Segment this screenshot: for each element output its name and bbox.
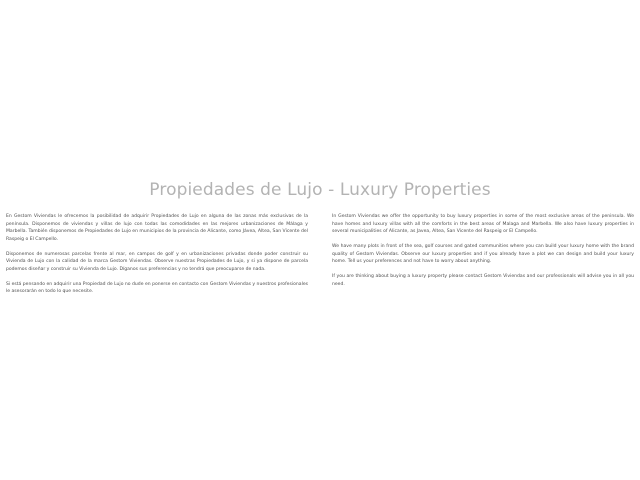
english-paragraph-2: We have many plots in front of the sea, golf courses and gated communities where you can build your luxury home with the brand quality of Gestom Viviendas. Observe our luxury properties and if you already have a plot we can design and build your luxury home. Tell us your preferences and not have to worry about anything. <box>332 244 634 265</box>
english-paragraph-3: If you are thinking about buying a luxury property please contact Gestom Viviendas and our professionals will advise you in all you need. <box>332 274 634 287</box>
spanish-paragraph-1: En Gestom Viviendas le ofrecemos la posibilidad de adquirir Propiedades de Lujo en alguna de las zonas más exclusivas de la península. Disponemos de viviendas y villas de lujo con todas las comodidades en las mejores urbanizaciones de Málaga y Marbella. También disponemos de Propiedades de Lujo en municipios de la provincia de Alicante, como Jávea, Altea, San Vicente del Raspeig o El Campello. <box>6 214 308 242</box>
spanish-paragraph-2: Disponemos de numerosas parcelas frente al mar, en campos de golf y en urbanizaciones privadas donde poder construir su Vivienda de Lujo con la calidad de la marca Gestom Viviendas. Observe nuestras Propiedades de Lujo, y si ya dispone de parcela podemos diseñar y construir su Vivienda de Lujo. Díganos sus preferencias y no tendrá que preocuparse de nada. <box>6 251 308 272</box>
spanish-paragraph-3: Si está pensando en adquirir una Propiedad de Lujo no dude en ponerse en contacto con Gestom Viviendas y nuestros profesionales le asesorarán en todo lo que necesite. <box>6 281 308 295</box>
spanish-text-column <box>6 213 308 303</box>
english-paragraph-1: In Gestom Viviendas we offer the opportunity to buy luxury properties in some of the most exclusive areas of the peninsula. We have homes and luxury villas with all the comforts in the best areas of Malaga and Marbella. We also have luxury properties in several municipalities of Alicante, as Javea, Altea, San Vicente del Raspeig or El Campello. <box>332 214 634 235</box>
page-title: Propiedades de Lujo - Luxury Properties <box>149 180 491 200</box>
english-text-column <box>332 213 634 296</box>
